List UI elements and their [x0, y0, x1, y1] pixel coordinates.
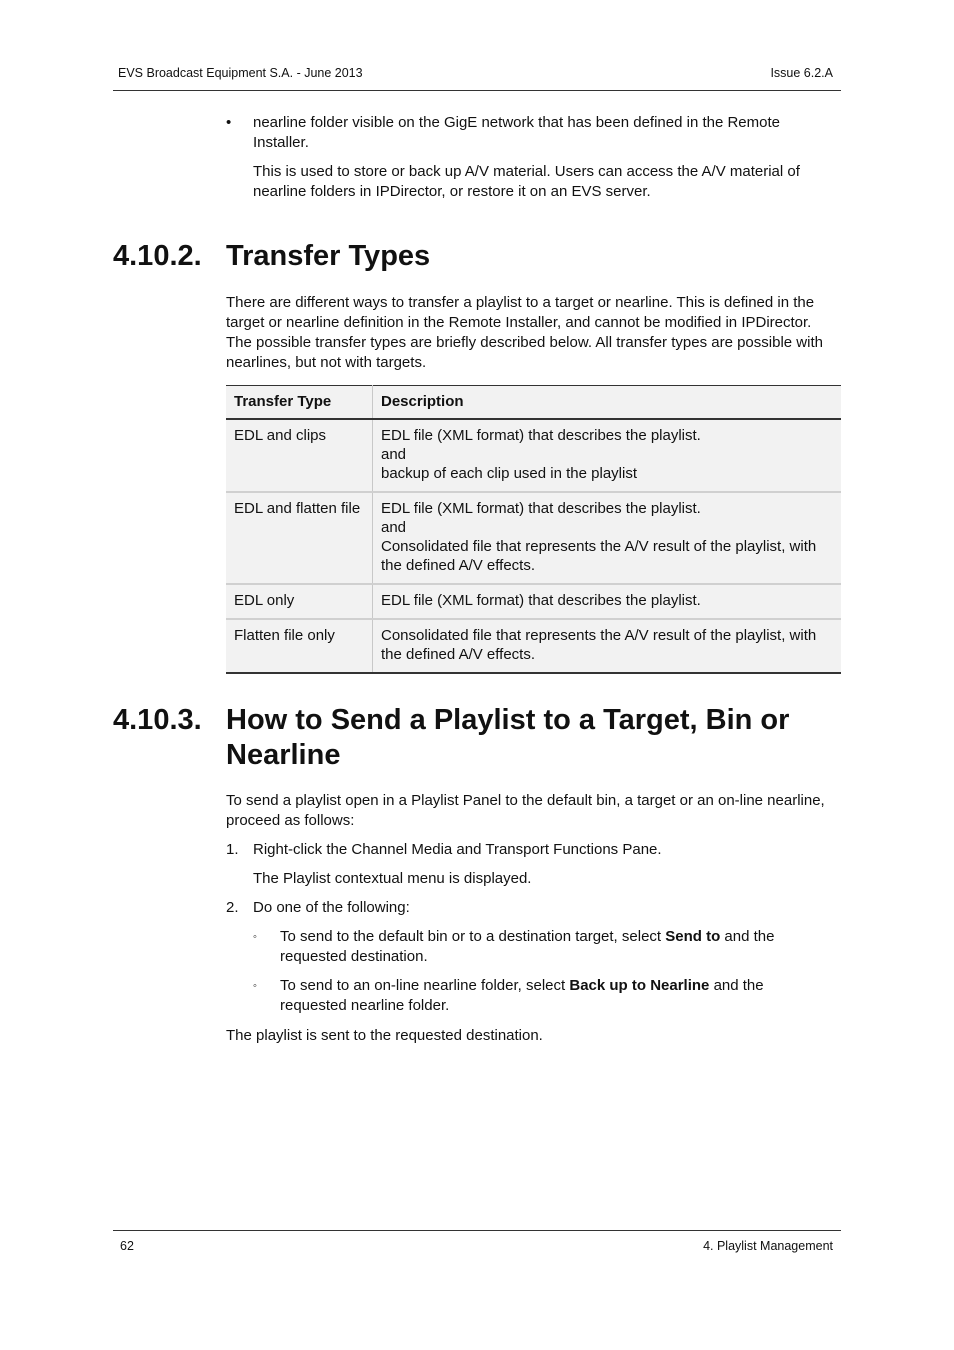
description-line: Consolidated file that represents the A/V result of the playlist, with the defined A/V effects.: [381, 538, 817, 574]
description-line: EDL file (XML format) that describes the playlist.: [381, 592, 701, 609]
section-title: Transfer Types: [226, 240, 431, 272]
description-cell: [373, 584, 842, 619]
step-number: 2.: [226, 899, 239, 916]
send-playlist-intro: To send a playlist open in a Playlist Panel to the default bin, a target or an on-line nearline, proceed as follows:: [226, 792, 825, 829]
menu-command-back-up: Back up to Nearline: [569, 977, 710, 994]
column-header-description: Description: [373, 386, 842, 420]
description-line: backup of each clip used in the playlist: [381, 465, 637, 482]
description-cell: [373, 619, 842, 673]
step-number: 1.: [226, 841, 239, 858]
sub-bullet-marker: ◦: [253, 980, 257, 992]
procedure-result: The playlist is sent to the requested destination.: [226, 1027, 543, 1044]
sub-step-send-to: [280, 927, 825, 967]
page-number: 62: [120, 1239, 134, 1253]
transfer-types-paragraph: There are different ways to transfer a playlist to a target or nearline. This is defined in the target or nearline definition in the Remote Installer, and cannot be modified in IPDirector. The possible transfer types are briefly described below. All transfer types are possible with nearlines, but not with targets.: [226, 294, 823, 371]
step-1-result: The Playlist contextual menu is displayed.: [253, 870, 532, 887]
table-row: [226, 492, 841, 584]
description-line: EDL file (XML format) that describes the playlist.: [381, 500, 701, 517]
section-title: How to Send a Playlist to a Target, Bin or Nearline: [226, 704, 790, 771]
transfer-type-cell: EDL and flatten file: [226, 492, 373, 584]
section-number: 4.10.3.: [113, 704, 202, 736]
description-line: Consolidated file that represents the A/V result of the playlist, with the defined A/V effects.: [381, 627, 817, 663]
table-header-row: [226, 386, 841, 420]
sub-step-back-up: [280, 976, 810, 1016]
description-cell: [373, 492, 842, 584]
transfer-type-cell: EDL and clips: [226, 419, 373, 492]
sub-bullet-marker: ◦: [253, 931, 257, 943]
description-line: and: [381, 519, 407, 536]
header-issue: Issue 6.2.A: [770, 66, 833, 80]
bullet-item-text: nearline folder visible on the GigE network that has been defined in the Remote Installer.: [253, 114, 780, 151]
transfer-type-cell: EDL only: [226, 584, 373, 619]
description-line: and: [381, 446, 407, 463]
sub-step-text: To send to the default bin or to a destination target, select: [280, 928, 666, 945]
sub-step-text: To send to an on-line nearline folder, select: [280, 977, 570, 994]
description-cell: [373, 419, 842, 492]
table-row: [226, 419, 841, 492]
description-line: EDL file (XML format) that describes the playlist.: [381, 427, 701, 444]
column-header-type: Transfer Type: [226, 386, 373, 420]
table-row: [226, 619, 841, 673]
chapter-name: 4. Playlist Management: [703, 1239, 833, 1253]
transfer-types-table: [226, 385, 841, 674]
header-publisher: EVS Broadcast Equipment S.A. - June 2013: [118, 66, 363, 80]
section-number: 4.10.2.: [113, 240, 202, 272]
page-footer: [113, 1230, 841, 1253]
sub-step-text: and the requested nearline folder.: [280, 977, 764, 1014]
step-1-text: Right-click the Channel Media and Transport Functions Pane.: [253, 841, 662, 858]
bullet-item-note: This is used to store or back up A/V material. Users can access the A/V material of nearline folders in IPDirector, or restore it on an EVS server.: [253, 163, 800, 200]
page-header: [113, 64, 841, 91]
menu-command-send-to: Send to: [665, 928, 721, 945]
transfer-type-cell: Flatten file only: [226, 619, 373, 673]
table-row: [226, 584, 841, 619]
step-2-text: Do one of the following:: [253, 899, 410, 916]
sub-step-text: and the requested destination.: [280, 928, 775, 965]
bullet-marker: •: [226, 114, 232, 131]
